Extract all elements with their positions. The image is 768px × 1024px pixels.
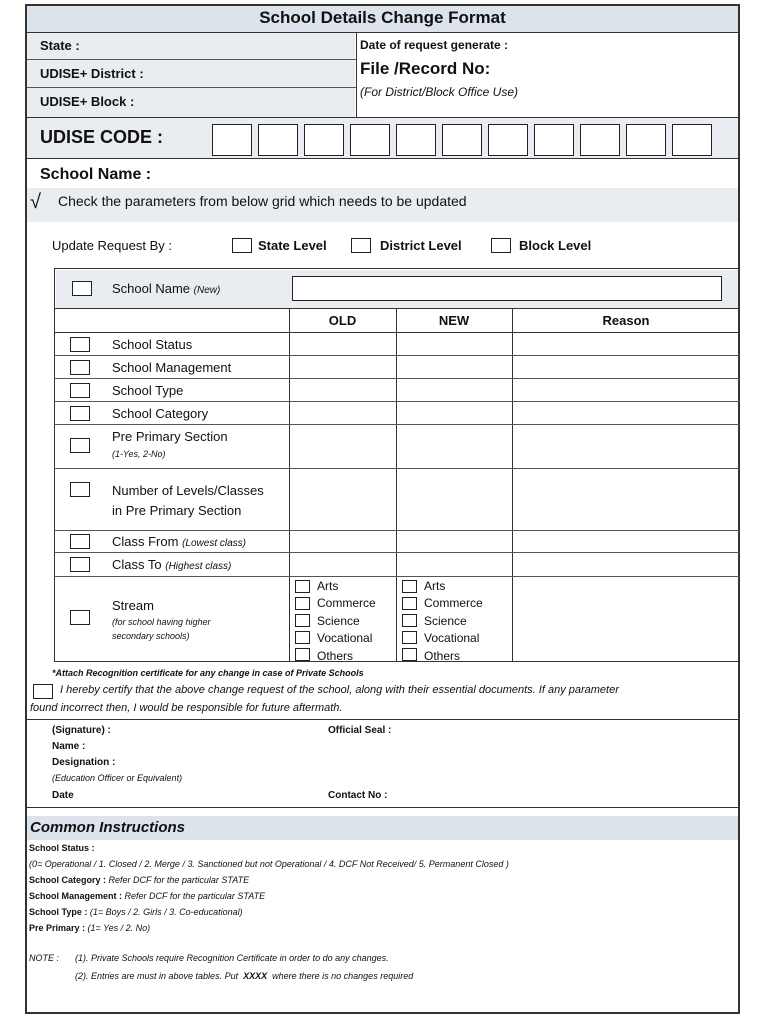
stream-new-others-checkbox[interactable] [402, 648, 417, 661]
note-label: NOTE : [29, 953, 60, 963]
name-label: Name : [52, 741, 86, 752]
stream-old-science-checkbox[interactable] [295, 614, 310, 627]
note-2: (2). Entries are must in above tables. Put XXXX where there is no changes required [75, 971, 414, 981]
signature-label: (Signature) : [52, 725, 111, 736]
udise-digit-box[interactable] [396, 124, 436, 156]
stream-option-label: Arts [317, 579, 339, 593]
row-note: (for school having higher [112, 617, 211, 627]
status-text: (0= Operational / 1. Closed / 2. Merge / 3. Sanctioned but not Operational / 4. DCF Not Received/ 5. Permanent Closed ) [29, 859, 509, 869]
row-checkbox[interactable] [70, 610, 90, 625]
divider [54, 332, 740, 333]
stream-new-commerce-checkbox[interactable] [402, 597, 417, 610]
divider [54, 576, 740, 577]
stream-option-label: Science [424, 614, 467, 628]
row-checkbox[interactable] [70, 383, 90, 398]
stream-option-label: Vocational [424, 631, 480, 645]
grid-col-divider [289, 308, 290, 662]
stream-old-arts-checkbox[interactable] [295, 580, 310, 593]
stream-option-label: Commerce [424, 596, 483, 610]
stream-option-label: Arts [424, 579, 446, 593]
file-note: (For District/Block Office Use) [360, 85, 519, 99]
udise-digit-box[interactable] [534, 124, 574, 156]
row-label: Pre Primary Section [112, 429, 228, 444]
file-record-label: File /Record No: [360, 59, 491, 78]
divider [27, 158, 738, 159]
update-request-label: Update Request By : [52, 238, 172, 253]
row-checkbox[interactable] [70, 438, 90, 453]
grid-col-divider [396, 308, 397, 662]
row-label: School Type [112, 383, 184, 398]
row-label: Number of Levels/Classes [112, 483, 264, 498]
date-label: Date of request generate : [360, 38, 509, 52]
row-checkbox[interactable] [70, 534, 90, 549]
official-seal-label: Official Seal : [328, 725, 392, 736]
status-label: School Status : [29, 843, 95, 853]
certify-text: found incorrect then, I would be responsible for future aftermath. [30, 702, 343, 714]
row-label: Class To (Highest class) [112, 557, 232, 572]
stream-option-label: Science [317, 614, 360, 628]
stream-option-label: Commerce [317, 596, 376, 610]
row-checkbox[interactable] [70, 482, 90, 497]
udise-digit-box[interactable] [350, 124, 390, 156]
school-name-new-label: School Name (New) [112, 281, 221, 296]
attach-note: *Attach Recognition certificate for any change in case of Private Schools [52, 668, 364, 678]
type-line: School Type : (1= Boys / 2. Girls / 3. Co-educational) [29, 907, 243, 917]
page-title: School Details Change Format [259, 8, 506, 27]
category-line: School Category : Refer DCF for the particular STATE [29, 875, 250, 885]
udise-digit-box[interactable] [488, 124, 528, 156]
row-label: School Category [112, 406, 209, 421]
district-label: UDISE+ District : [40, 66, 144, 81]
divider [27, 807, 738, 808]
stream-option-label: Others [424, 649, 461, 663]
divider [27, 87, 356, 88]
row-note: secondary schools) [112, 631, 190, 641]
management-line: School Management : Refer DCF for the particular STATE [29, 891, 266, 901]
udise-digit-box[interactable] [626, 124, 666, 156]
divider [54, 424, 740, 425]
certify-checkbox[interactable] [33, 684, 53, 699]
row-checkbox[interactable] [70, 337, 90, 352]
designation-label: Designation : [52, 757, 116, 768]
contact-label: Contact No : [328, 790, 388, 801]
divider [54, 308, 740, 309]
row-label: in Pre Primary Section [112, 503, 242, 518]
udise-digit-box[interactable] [672, 124, 712, 156]
note-1: (1). Private Schools require Recognition Certificate in order to do any changes. [75, 953, 389, 963]
divider [356, 32, 357, 117]
district-level-checkbox[interactable] [351, 238, 371, 253]
divider [54, 355, 740, 356]
stream-new-vocational-checkbox[interactable] [402, 631, 417, 644]
instructions-heading: Common Instructions [30, 819, 186, 836]
row-label: Stream [112, 598, 154, 613]
stream-new-arts-checkbox[interactable] [402, 580, 417, 593]
preprimary-line: Pre Primary : (1= Yes / 2. No) [29, 923, 151, 933]
divider [54, 378, 740, 379]
row-label: School Status [112, 337, 193, 352]
school-name-new-input[interactable] [292, 276, 722, 301]
stream-old-others-checkbox[interactable] [295, 648, 310, 661]
stream-old-vocational-checkbox[interactable] [295, 631, 310, 644]
udise-digit-box[interactable] [580, 124, 620, 156]
udise-digit-box[interactable] [258, 124, 298, 156]
block-level-label: Block Level [519, 238, 592, 253]
designation-note: (Education Officer or Equivalent) [52, 773, 183, 783]
col-old: OLD [328, 313, 357, 328]
state-level-label: State Level [258, 238, 327, 253]
date-label: Date [52, 790, 74, 801]
row-label: Class From (Lowest class) [112, 534, 246, 549]
school-name-label: School Name : [40, 166, 152, 183]
check-instruction: Check the parameters from below grid which needs to be updated [58, 193, 467, 209]
district-level-label: District Level [380, 238, 462, 253]
state-label: State : [40, 38, 80, 53]
stream-old-commerce-checkbox[interactable] [295, 597, 310, 610]
school-name-new-checkbox[interactable] [72, 281, 92, 296]
stream-option-label: Vocational [317, 631, 373, 645]
divider [27, 719, 738, 720]
certify-text: I hereby certify that the above change request of the school, along with their essential documents. If any parameter [60, 684, 619, 696]
divider [54, 468, 740, 469]
divider [54, 552, 740, 553]
udise-digit-box[interactable] [304, 124, 344, 156]
stream-new-science-checkbox[interactable] [402, 614, 417, 627]
udise-digit-box[interactable] [442, 124, 482, 156]
block-label: UDISE+ Block : [40, 94, 135, 109]
row-checkbox[interactable] [70, 406, 90, 421]
divider [54, 530, 740, 531]
udise-digit-box[interactable] [212, 124, 252, 156]
divider [27, 59, 356, 60]
row-checkbox[interactable] [70, 360, 90, 375]
row-checkbox[interactable] [70, 557, 90, 572]
col-new: NEW [438, 313, 470, 328]
block-level-checkbox[interactable] [491, 238, 511, 253]
check-mark-icon: √ [30, 191, 41, 213]
state-level-checkbox[interactable] [232, 238, 252, 253]
grid-col-divider [512, 308, 513, 662]
divider [54, 401, 740, 402]
udise-code-label: UDISE CODE : [40, 127, 164, 147]
stream-option-label: Others [317, 649, 354, 663]
row-note: (1-Yes, 2-No) [112, 449, 166, 459]
col-reason: Reason [602, 313, 650, 328]
row-label: School Management [112, 360, 232, 375]
